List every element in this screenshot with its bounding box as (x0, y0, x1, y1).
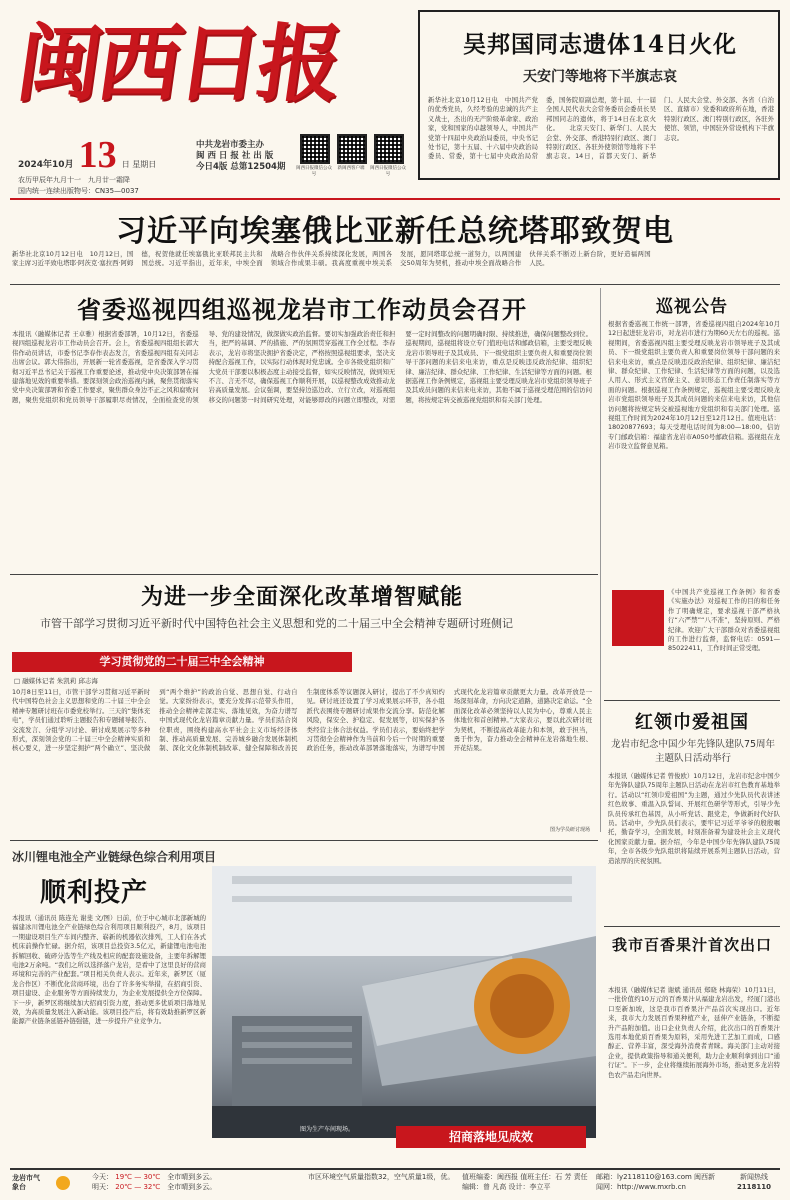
top-right-headline: 吴邦国同志遗体14日火化 (462, 31, 737, 58)
industry-body: 本报讯（通讯员 陈连光 谢斐 文/图）日前，位于中心城市北部新城的福建冰川锂电池全产业链绿色综合利用项目顺利投产，8月，该项目一期建设项目生产车间内整齐、崭新的机器依次排列，工人们在各式机床前操作忙碌。据介绍，该项目总投资3.5亿元，新建锂电池电池拆解回收、破碎分选等生产线及相应的配套设施设备，主要年拆解锂电池2万余吨。“我们之所以选择落户龙岩，是看中了这里良好的营商环境和完善的产业配套。”项目相关负责人表示。近年来，新罗区（厦龙合作区）不断优化营商环境，出台了许多务实举措，在招商引资、项目建设、企业服务等方面持续发力，为企业发展提供全方位保障。下一步，新罗区将继续加大招商引资力度，推动更多优质项目落地见效，为高质量发展注入新动能。该项目投产后，将有效助推新罗区新能源产业链条延链补链强链，进一步提升产业竞争力。 (12, 914, 206, 1026)
industry-badge: 招商落地见成效 (396, 1126, 586, 1148)
date-weekday: 日 星期日 (121, 160, 157, 169)
notice-body: 根据省委巡视工作统一部署，省委巡视四组自2024年10月12日起进驻龙岩市，对龙岩市进行为期60天左右的巡视。巡视期间，省委巡视四组主要受理反映龙岩市领导班子及其成员、下一级党组织主要负责人和重要岗位领导干部问题的来信来电来访，重点是反映违反政治纪律、组织纪律、廉洁纪律、群众纪律、工作纪律、生活纪律等方面的问题，以及选人用人、形式主义官僚主义、意识形态工作责任制落实等方面的问题。根据巡视工作条例规定，巡视组主要受理反映龙岩市党组织领导班子及其成员问题的来信来电来访，其他信访问题将按规定转交被巡视地方党组织和有关部门处理。巡视组工作时间为2024年10月12日至12月12日。值班电话：18020877693；每天受理电话时间为8:00—18:00。信访专门邮政信箱：福建省龙岩市A050号邮政信箱。巡视组在龙岩市设立监督意见箱。 (608, 320, 780, 451)
industry-kicker: 冰川锂电池全产业链绿色综合利用项目 (12, 850, 217, 864)
top-right-body: 新华社北京10月12日电 中国共产党的优秀党员，久经考验的忠诚的共产主义战士，杰出的无产阶级革命家、政治家，党和国家的卓越领导人，中国共产党第十四届中央政治局委员，中央书记处书记，第十五届、十六届中央政治局委员、常委，第十七届中央政治局常委，国务院原副总理，第十届、十一届全国人民代表大会常务委员会委员长吴邦国同志的遗体，将于14日在北京火化。 北京天安门、新华门、人民大会堂、外交部、香港特别行政区、澳门特别行政区、各驻外使领馆等地将下半旗志哀。14日，首都天安门、新华门、人民大会堂、外交部、各省（自治区、直辖市）党委和政府所在地，香港特别行政区、澳门特别行政区，各驻外使馆、领馆，中国驻外常设机构下半旗志哀。 (428, 96, 774, 161)
date-year-month: 2024年10月 (18, 160, 74, 170)
lead-body: 新华社北京10月12日电 10月12日，国家主席习近平致电塔耶·阿茨克·塞拉西·阿姆德，祝贺他就任埃塞俄比亚联邦民主共和国总统。习近平指出，近年来，中埃全面战略合作伙伴关系持续深化发展，两国各领域合作成果丰硕。我高度重视中埃关系发展，愿同塔耶总统一道努力，以两国建交50周年为契机，推动中埃全面战略合作伙伴关系不断迈上新台阶，更好造福两国人民。 (12, 250, 651, 268)
date-block (18, 133, 218, 177)
editors: 值班编委：闽西报 值班主任：石 芳 责任编辑：曾 凡高 设计：李立平 (462, 1173, 588, 1191)
feature-byline: □ 融媒体记者 朱凯莉 邱志海 (14, 677, 98, 685)
masthead-logo: 闽西日报 (11, 14, 346, 113)
feature-body: 10月8日至11日，市管干部学习贯彻习近平新时代中国特色社会主义思想和党的二十届三中全会精神专题研讨班在市委党校举行。三天的“集体充电”，学员们通过聆听主题报告和专题辅导报告、交流发言、分组学习讨论、研讨成果展示等多种形式，深刻领会党的二十届三中全会精神实质和核心要义，进一步坚定拥护“两个确立”、坚决做到“两个维护”的政治自觉、思想自觉、行动自觉。大家纷纷表示，要充分发挥示范带头作用，推动全会精神走深走实、落地见效，为奋力谱写中国式现代化龙岩篇章贡献力量。学员们结合岗位职责，围绕构建高水平社会主义市场经济体制、推动高质量发展、完善城乡融合发展体制机制、深化文化体制机制改革、健全保障和改善民生制度体系等议题深入研讨，提出了不少真知灼见。研讨班还设置了学习成果展示环节，各小组派代表围绕专题研讨成果作交流分享。防范化解风险，保安全、护稳定、促发展等，切实保护各类经营主体合法权益。学员们表示，要始终把学习贯彻全会精神作为当前和今后一个时期的重要政治任务，推动改革部署落地落实，为谱写中国式现代化龙岩篇章贡献更大力量。改革开放是一场深刻革命，方向决定道路，道路决定命运。“全面深化改革必须坚持以人民为中心，尊重人民主体地位和首创精神。”大家表示，要以此次研讨班为契机，不断提高改革能力和本领，敢于担当，勇于作为，奋力推动全会精神在龙岩落地生根、开花结果。 (12, 688, 592, 753)
industry-headline: 顺利投产 (40, 878, 149, 908)
forecast-tomorrow: 明天： 20℃ — 32℃ 全市晴到多云。 (92, 1183, 217, 1191)
inspection-logo-icon (612, 590, 664, 646)
side2-headline: 我市百香果汁首次出口 (611, 936, 772, 954)
divider (10, 574, 598, 575)
qr-code-icon (300, 134, 330, 164)
side2-body: 本报讯（融媒体记者 谢斌 通讯员 郑晓 林海荣）10月11日，一批价值约10万元的百香果汁从福建龙岩出发，经厦门港出口至新加坡，这是我市百香果汁产品首次实现出口。近年来，我市大力发展百香果种植产业，延伸产业链条，不断提升产品附加值。出口企业负责人介绍，此次出口的百香果汁选用本地优质百香果为原料，采用先进工艺加工而成，口感醇正、营养丰富，深受海外消费者青睐。海关部门主动对接企业，提供政策指导和通关便利，助力企业顺利拿到出口“通行证”。下一步，企业将继续拓展海外市场，推动更多龙岩特色农产品走向世界。 (608, 986, 780, 1079)
publisher-line-1: 中共龙岩市委主办 (196, 140, 265, 150)
publisher-line-2: 闽 西 日 报 社 出 版 (196, 151, 274, 161)
weather-label: 龙岩市气象台 (12, 1174, 40, 1191)
issue-number: 今日4版 总第12504期 (196, 162, 286, 172)
notice-title: 巡视公告 (656, 297, 728, 317)
side1-headline: 红领巾爱祖国 (635, 712, 749, 733)
serial-number: 国内统一连续出版物号：CN35—0037 (18, 187, 139, 195)
column-divider (600, 288, 601, 832)
story2-body: 本报讯（融媒体记者 王卓雅）根据省委部署，10月12日，省委巡视四组巡视龙岩市工作动员会召开。会上，省委巡视四组组长郭大伟作动员讲话，市委书记李春作表态发言，省委巡视四组有关同志出席会议。郭大伟指出，开展新一轮省委巡视，是省委深入学习贯彻习近平总书记关于巡视工作重要论述，推动党中央决策部署在福建落地见效的重要举措。要深刻领会政治巡视内涵，聚焦贯彻落实党中央决策部署和省委工作要求，聚焦群众身边不正之风和腐败问题，聚焦党组织和党员领导干部履职尽责情况，全面检查党的领导、党的建设情况，做深做实政治监督。要切实加强政治责任和担当，把严的基调、严的措施、严的氛围贯穿巡视工作全过程。李春表示，龙岩市将坚决拥护省委决定，严格按照巡视组要求，坚决支持配合巡视工作，以实际行动体现对党忠诚。全市各级党组织和广大党员干部要以积极态度主动接受监督，如实反映情况，做到知无不言、言无不尽，确保巡视工作顺利开展，以巡视整改成效推动龙岩高质量发展。会议强调，要坚持边巡边改、立行立改，对巡视组移交的问题第一时间研究处理，对能够即改的问题立即整改，对需要一定时间整改的问题明确时限、持续推进，确保问题整改到位。巡视期间，巡视组将设立专门值班电话和邮政信箱，主要受理反映龙岩市领导班子及其成员、下一级党组织主要负责人和重要岗位领导干部问题的来信来电来访，重点是反映违反政治纪律、组织纪律、廉洁纪律、群众纪律、工作纪律、生活纪律等方面的问题。根据巡视工作条例规定，巡视组主要受理反映龙岩市党组织领导班子及其成员问题的来信来电来访，其他不属于巡视受理范围的信访问题，将按规定转交被巡视党组织和有关部门处理。 (12, 330, 592, 404)
hotline-number: 2118110 (736, 1183, 772, 1191)
top-right-subhead: 天安门等地将下半旗志哀 (523, 69, 677, 85)
industry-photo-caption: 图为生产车间现场。 (300, 1126, 355, 1133)
lead-headline: 习近平向埃塞俄比亚新任总统塔耶致贺电 (116, 214, 674, 249)
qr-label: 新闽西客户端 (337, 166, 365, 171)
side1-body: 本报讯（融媒体记者 曾俊欧）10月12日，龙岩市纪念中国少年先锋队建队75周年主题队日活动在龙岩市红色教育基地举行。活动以“红领巾爱祖国”为主题，通过少先队员代表讲述红色故事、重温入队誓词、开展红色研学等形式，引导少先队员传承红色基因，从小听党话、跟党走，争做新时代好队员。活动中，少先队员们表示，要牢记习近平爷爷的殷殷嘱托，勤奋学习，全面发展，时刻准备着为建设社会主义现代化国家贡献力量。据介绍，今年是中国少年先锋队建队75周年，全市各级少先队组织将陆续开展系列主题队日活动，营造浓厚的庆祝氛围。 (608, 772, 780, 865)
sun-icon (56, 1176, 70, 1190)
factory-photo (212, 866, 596, 1138)
feature-ribbon: 学习贯彻党的二十届三中全会精神 (12, 652, 352, 672)
divider (10, 198, 780, 200)
divider (604, 926, 780, 927)
feature-photo-credit: 图为学员研讨现场 (549, 827, 590, 833)
date-day: 13 (78, 134, 117, 176)
lunar-date: 农历甲辰年九月十一 九月廿一霜降 (18, 176, 130, 184)
forecast-today: 今天： 19℃ — 30℃ 全市晴到多云。 (92, 1173, 217, 1181)
hotline-label: 新闻热线 (740, 1173, 768, 1181)
divider (604, 700, 780, 701)
side1-subhead: 龙岩市纪念中国少年先锋队建队75周年主题队日活动举行 (610, 739, 776, 764)
production-line-image (212, 866, 596, 1138)
feature-subhead: 市管干部学习贯彻习近平新时代中国特色社会主义思想和党的二十届三中全会精神专题研讨班侧记 (40, 617, 513, 630)
feature-headline: 为进一步全面深化改革增智赋能 (140, 584, 463, 610)
divider (10, 284, 780, 285)
footer-divider (10, 1168, 780, 1170)
qr-code-icon (374, 134, 404, 164)
qr-code-icon (337, 134, 367, 164)
notice-contact: 《中国共产党巡视工作条例》和省委《实施办法》对巡视工作的目的和任务作了明确规定，要求巡视干部严格执行“六严禁”“八不准”，坚持原则、严格纪律。欢迎广大干部群众对省委巡视组的工作进行监督，监督电话：0591—85022411，工作时间正常受理。 (668, 588, 780, 653)
contact-info: 邮箱：ly2118110@163.com 闽西新闻网：http://www.mxrb.cn (596, 1173, 716, 1191)
story2-headline: 省委巡视四组巡视龙岩市工作动员会召开 (77, 295, 527, 324)
air-quality: 市区环境空气质量指数32，空气质量1级，优。 (308, 1173, 455, 1181)
divider (10, 840, 598, 841)
qr-label: 闽西日报微信公众号 (296, 166, 332, 177)
publisher-info (196, 140, 286, 173)
hotline (726, 1172, 782, 1192)
qr-label: 闽西日报微信公众号 (370, 166, 406, 177)
